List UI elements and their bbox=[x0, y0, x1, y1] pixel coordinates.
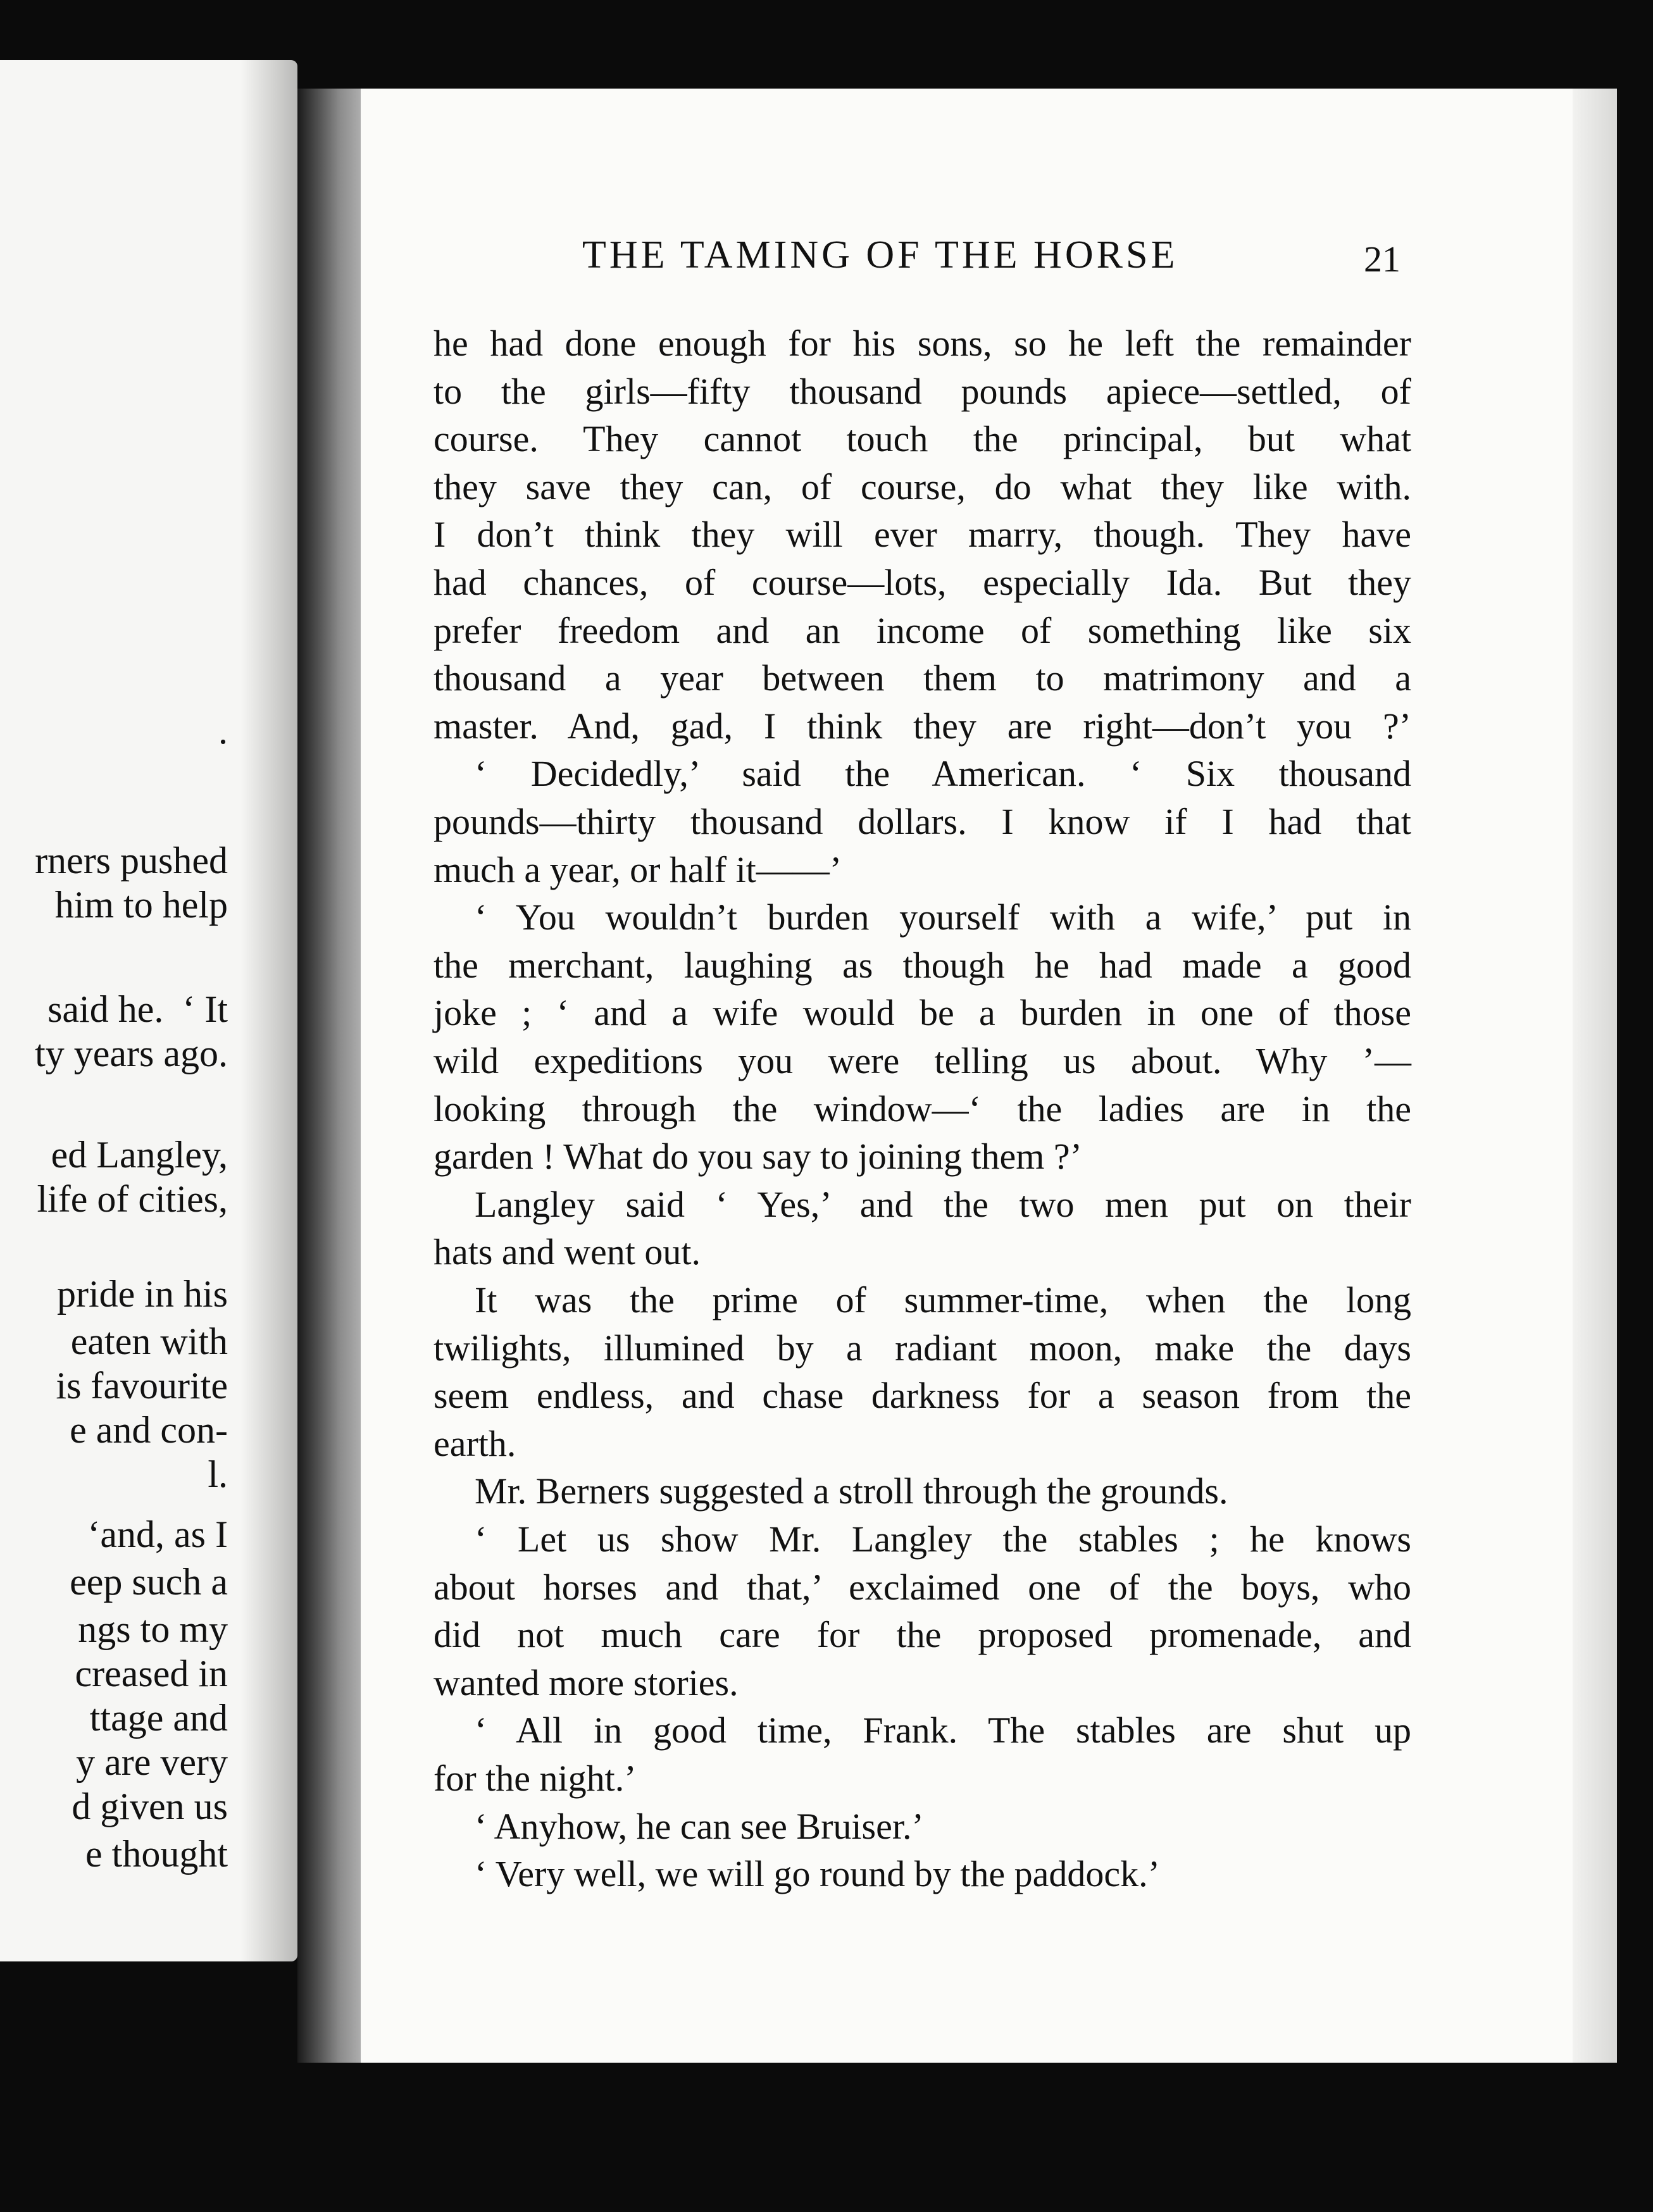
text-line: the merchant, laughing as though he had made a good bbox=[434, 944, 1411, 986]
facing-page-line: ty years ago. bbox=[35, 1033, 228, 1074]
page-number: 21 bbox=[1364, 239, 1400, 280]
text-line: I don’t think they will ever marry, though. They have bbox=[434, 514, 1411, 556]
text-line: ‘ All in good time, Frank. The stables are shut up bbox=[475, 1710, 1411, 1751]
facing-page-line: said he. ‘ It bbox=[47, 988, 228, 1030]
left-page-shadow bbox=[240, 60, 297, 1961]
text-line: seem endless, and chase darkness for a season from the bbox=[434, 1375, 1411, 1417]
facing-page-line: eep such a bbox=[70, 1561, 228, 1603]
facing-page-line: ‘and, as I bbox=[78, 1513, 228, 1555]
facing-page-line: rners pushed bbox=[35, 840, 228, 881]
facing-page-line: eaten with bbox=[61, 1320, 228, 1362]
text-line: earth. bbox=[434, 1422, 516, 1464]
text-line: garden ! What do you say to joining them ?’ bbox=[434, 1136, 1082, 1177]
text-line: wanted more stories. bbox=[434, 1662, 739, 1703]
text-line: ‘ You wouldn’t burden yourself with a wife,’ put in bbox=[475, 897, 1411, 938]
text-line: ‘ Very well, we will go round by the paddock.’ bbox=[475, 1853, 1160, 1895]
text-line: had chances, of course—lots, especially Ida. But they bbox=[434, 562, 1411, 603]
text-line: course. They cannot touch the principal, but what bbox=[434, 418, 1411, 460]
text-line: It was the prime of summer-time, when the long bbox=[475, 1279, 1411, 1320]
facing-page-line: him to help bbox=[45, 884, 228, 926]
facing-page-line: ed Langley, bbox=[51, 1134, 228, 1176]
facing-page-line: e thought bbox=[85, 1833, 228, 1875]
facing-page-left bbox=[0, 60, 297, 1961]
text-line: did not much care for the proposed promenade, and bbox=[434, 1614, 1411, 1656]
text-line: ‘ Anyhow, he can see Bruiser.’ bbox=[475, 1805, 924, 1847]
facing-page-line: l. bbox=[208, 1453, 228, 1495]
text-line: to the girls—fifty thousand pounds apiece—settled, of bbox=[434, 370, 1411, 412]
facing-page-line: . bbox=[218, 710, 228, 752]
running-head: THE TAMING OF THE HORSE bbox=[582, 233, 1178, 276]
facing-page-line: is favourite bbox=[56, 1365, 228, 1407]
text-line: ‘ Decidedly,’ said the American. ‘ Six thousand bbox=[475, 753, 1411, 795]
text-line: ‘ Let us show Mr. Langley the stables ; he knows bbox=[475, 1519, 1411, 1560]
facing-page-line: y are very bbox=[76, 1741, 228, 1783]
text-line: Langley said ‘ Yes,’ and the two men put on their bbox=[475, 1183, 1411, 1225]
facing-page-line: e and con- bbox=[70, 1409, 228, 1451]
text-line: hats and went out. bbox=[434, 1231, 701, 1273]
text-line: he had done enough for his sons, so he left the remainder bbox=[434, 323, 1411, 364]
text-line: thousand a year between them to matrimony and a bbox=[434, 657, 1411, 699]
facing-page-line: ngs to my bbox=[78, 1608, 228, 1650]
text-line: prefer freedom and an income of something like six bbox=[434, 609, 1411, 651]
text-line: pounds—thirty thousand dollars. I know if I had that bbox=[434, 801, 1411, 842]
text-line: they save they can, of course, do what they like with. bbox=[434, 466, 1411, 507]
text-line: wild expeditions you were telling us about. Why ’— bbox=[434, 1040, 1411, 1081]
text-line: joke ; ‘ and a wife would be a burden in one of those bbox=[434, 992, 1411, 1034]
text-line: Mr. Berners suggested a stroll through the grounds. bbox=[475, 1470, 1228, 1512]
text-line: master. And, gad, I think they are right—don’t you ?’ bbox=[434, 705, 1411, 747]
facing-page-line: creased in bbox=[75, 1653, 228, 1694]
text-line: much a year, or half it——’ bbox=[434, 848, 842, 890]
text-line: for the night.’ bbox=[434, 1758, 637, 1799]
facing-page-line: d given us bbox=[72, 1786, 228, 1827]
text-line: twilights, illumined by a radiant moon, make the days bbox=[434, 1327, 1411, 1369]
page-edge bbox=[1573, 89, 1617, 2063]
facing-page-line: pride in his bbox=[57, 1273, 228, 1315]
text-line: looking through the window—‘ the ladies are in the bbox=[434, 1088, 1411, 1129]
facing-page-line: ttage and bbox=[89, 1697, 228, 1739]
text-line: about horses and that,’ exclaimed one of the boys, who bbox=[434, 1566, 1411, 1608]
facing-page-line: life of cities, bbox=[37, 1178, 228, 1220]
book-gutter bbox=[297, 89, 367, 2063]
